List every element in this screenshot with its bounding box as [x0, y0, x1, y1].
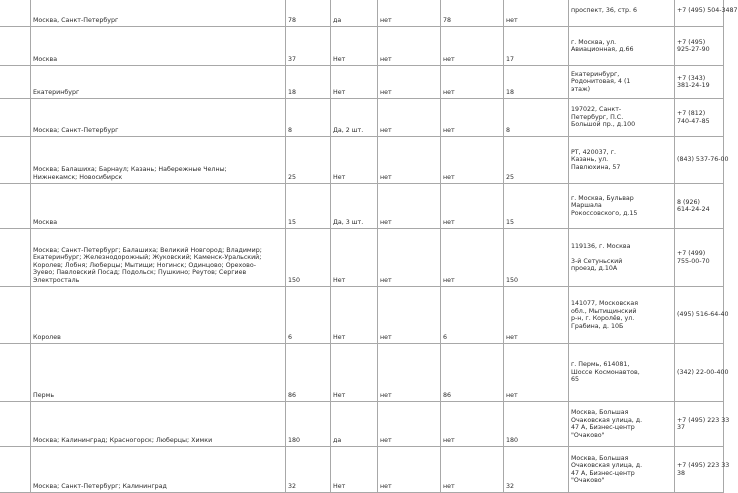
cell-count[interactable]: 32 [286, 447, 331, 493]
cell-phone[interactable] [675, 66, 724, 99]
table-row [0, 99, 724, 137]
cell-address[interactable] [569, 66, 675, 99]
cell-flag[interactable]: да [331, 0, 378, 27]
cell-phone[interactable] [675, 184, 724, 229]
cell-phone[interactable] [675, 27, 724, 66]
cell-phone[interactable] [675, 287, 729, 344]
cell-cities[interactable] [31, 447, 286, 493]
cell-address-line: этаж) [571, 85, 591, 93]
cell-cities-line: Пермь [33, 391, 55, 399]
cell-cities-line: Москва [33, 55, 58, 63]
cell-count[interactable]: 18 [286, 66, 331, 99]
cell-phone-line: +7 (495) 504-3487 [677, 6, 738, 14]
cell-phone-line: (342) 22-00-400 [677, 368, 729, 376]
cell-address-line: г. Москва, ул. [571, 38, 617, 46]
cell-cities-line: Екатеринбург [33, 88, 80, 96]
cell-phone-line: 614-24-24 [677, 206, 710, 213]
cell-cities[interactable] [31, 99, 286, 137]
cell-col-c[interactable]: 25 [504, 137, 569, 184]
cell-col-b[interactable]: нет [441, 402, 504, 447]
table-row [0, 137, 724, 184]
cell-phone-line: 381-24-19 [677, 82, 710, 89]
cell-region[interactable] [0, 137, 31, 184]
cell-phone-line: (843) 537-76-00 [677, 156, 729, 164]
cell-address-line: Авиационная, д.66 [571, 46, 634, 53]
cell-col-b[interactable]: 86 [441, 344, 504, 402]
cell-phone[interactable] [675, 229, 724, 287]
cell-address-line: г. Москва, Бульвар [571, 194, 634, 202]
cell-count[interactable]: 86 [286, 344, 331, 402]
cell-col-c[interactable]: 15 [504, 184, 569, 229]
table-row [0, 447, 724, 493]
cell-address-line: 3-й Сетуньский [571, 257, 623, 265]
cell-count[interactable]: 8 [286, 99, 331, 137]
cell-cities-line: Москва; Балашиха; Барнаул; Казань; Набережные Челны; [33, 166, 227, 173]
cell-col-a[interactable]: нет [378, 229, 441, 287]
cell-cities[interactable] [31, 402, 286, 447]
cell-phone-line: +7 (495) [677, 38, 706, 46]
cell-col-b[interactable]: нет [441, 27, 504, 66]
cell-col-a[interactable]: нет [378, 287, 441, 344]
cell-col-b[interactable]: нет [441, 447, 504, 493]
cell-count[interactable]: 15 [286, 184, 331, 229]
cell-count[interactable]: 6 [286, 287, 331, 344]
cell-count[interactable]: 37 [286, 27, 331, 66]
cell-col-a[interactable]: нет [378, 184, 441, 229]
cell-region[interactable] [0, 184, 31, 229]
table-row [0, 287, 724, 344]
cell-col-a[interactable]: нет [378, 402, 441, 447]
cell-address-line: Большой пр., д.100 [571, 121, 636, 129]
cell-address[interactable] [569, 287, 675, 344]
cell-col-c[interactable]: 32 [504, 447, 569, 493]
cell-phone-line: 925-27-90 [677, 46, 710, 53]
cell-address[interactable] [569, 99, 675, 137]
cell-flag[interactable]: Нет [331, 344, 378, 402]
cell-count[interactable]: 180 [286, 402, 331, 447]
cell-cities-line: Москва; Санкт-Петербург; Балашиха; Великий Новгород; Владимир; [33, 246, 262, 254]
cell-cities-line: Екатеринбург; Железнодорожный; Жуковский; Каменск-Уральский; [33, 254, 262, 261]
cell-address[interactable] [569, 447, 675, 493]
cell-region[interactable] [0, 447, 31, 493]
cell-address-line: РТ, 420037, г. [571, 148, 616, 156]
cell-address-line: Маршала [571, 202, 602, 210]
cell-address[interactable] [569, 402, 675, 447]
cell-address-line: Шоссе Космонавтов, [571, 368, 640, 376]
cell-col-c[interactable]: нет [504, 344, 569, 402]
cell-address[interactable] [569, 27, 675, 66]
cell-address-line: 119136, г. Москва [571, 242, 631, 250]
cell-phone-line: 740-47-85 [677, 117, 710, 125]
cell-region[interactable] [0, 66, 31, 99]
cell-col-c[interactable]: 17 [504, 27, 569, 66]
cell-region[interactable] [0, 402, 31, 447]
cell-address-line: 141077, Московская [571, 300, 639, 307]
table-row [0, 229, 724, 287]
cell-region[interactable] [0, 99, 31, 137]
cell-col-b[interactable]: нет [441, 184, 504, 229]
cell-col-a[interactable]: нет [378, 0, 441, 27]
table-row [0, 402, 724, 447]
cell-col-a[interactable]: нет [378, 137, 441, 184]
cell-col-a[interactable]: нет [378, 344, 441, 402]
cell-address-line: 197022, Санкт- [571, 106, 622, 114]
cell-region[interactable] [0, 229, 31, 287]
cell-flag[interactable]: Нет [331, 27, 378, 66]
cell-region[interactable] [0, 287, 31, 344]
cell-phone-line: +7 (343) [677, 74, 706, 82]
cell-address-line: "Очаково" [571, 431, 605, 439]
cell-address-line: Москва, Большая [571, 454, 629, 462]
cell-address-line: 65 [571, 376, 580, 384]
cell-cities[interactable] [31, 344, 286, 402]
cell-cities-line: Москва; Санкт-Петербург [33, 126, 119, 134]
cell-col-c[interactable]: 180 [504, 402, 569, 447]
cell-phone[interactable] [675, 402, 730, 447]
cell-phone[interactable] [675, 99, 724, 137]
cell-phone-line: +7 (812) [677, 110, 706, 117]
cell-address[interactable] [569, 184, 675, 229]
cell-col-b[interactable]: нет [441, 229, 504, 287]
cell-address-line: Очаковская улица, д. [571, 416, 643, 424]
cell-cities-line: Электросталь [33, 276, 80, 284]
cell-col-a[interactable]: нет [378, 66, 441, 99]
cell-region[interactable] [0, 0, 31, 27]
cell-col-b[interactable]: 6 [441, 287, 504, 344]
cell-col-b[interactable]: нет [441, 99, 504, 137]
cell-phone-line: +7 (499) [677, 250, 706, 257]
cell-phone-line: 37 [677, 424, 686, 431]
cell-region[interactable] [0, 27, 31, 66]
cell-col-a[interactable]: нет [378, 99, 441, 137]
cell-cities[interactable] [31, 27, 286, 66]
cell-cities[interactable] [31, 287, 286, 344]
cell-flag[interactable]: Нет [331, 287, 378, 344]
cell-address[interactable] [569, 0, 675, 27]
cell-col-b[interactable]: нет [441, 66, 504, 99]
cell-flag[interactable]: Да, 2 шт. [331, 99, 378, 137]
cell-address-line [571, 250, 672, 258]
table-row [0, 66, 724, 99]
cell-address-line: 47 А, Бизнес-центр [571, 424, 635, 431]
cell-cities-line: Москва [33, 218, 58, 226]
cell-col-c[interactable]: 18 [504, 66, 569, 99]
cell-cities[interactable] [31, 0, 286, 27]
cell-count[interactable]: 78 [286, 0, 331, 27]
cell-address-line: "Очаково" [571, 477, 605, 484]
cell-phone-line: 755-00-70 [677, 257, 710, 265]
cell-address-line: Родонитовая, 4 (1 [571, 78, 631, 86]
cell-phone-line: (495) 516-64-40 [677, 311, 729, 319]
cell-address-line: 47 А, Бизнес-центр [571, 469, 635, 477]
cell-region[interactable] [0, 344, 31, 402]
cell-col-b[interactable]: нет [441, 137, 504, 184]
cell-col-b[interactable]: 78 [441, 0, 504, 27]
cell-phone-line: +7 (495) 223 33 [677, 462, 730, 469]
cell-address[interactable] [569, 229, 675, 287]
cell-address-line: Петербург, П.С. [571, 113, 624, 121]
cell-address-line: Москва, Большая [571, 409, 629, 416]
cell-cities[interactable] [31, 137, 286, 184]
cell-cities-line: Королев [33, 333, 61, 341]
cell-address-line: проспект, 36, стр. 6 [571, 6, 638, 14]
cell-address-line: проезд, д.10А [571, 265, 618, 272]
cell-address[interactable] [569, 137, 675, 184]
cell-flag[interactable]: Нет [331, 447, 378, 493]
cell-cities-line: Зуево; Павловский Посад; Подольск; Пушкино; Реутов; Сергиев [33, 269, 247, 276]
cell-address-line: Грабина, д. 10Б [571, 322, 624, 330]
cell-col-a[interactable]: нет [378, 27, 441, 66]
cell-cities[interactable] [31, 184, 286, 229]
cell-cities-line: Королев; Лобня; Люберцы; Мытищи; Ногинск; Одинцово; Орехово- [33, 261, 256, 269]
cell-cities[interactable] [31, 229, 286, 287]
cell-address-line: Казань, ул. [571, 156, 609, 164]
table-row [0, 27, 724, 66]
cell-phone[interactable] [675, 0, 738, 27]
table-row [0, 184, 724, 229]
cell-address-line: г. Пермь, 614081, [571, 361, 630, 369]
cell-cities-line: Москва; Калининград; Красногорск; Люберцы; Химки [33, 436, 213, 444]
cell-flag[interactable]: Да, 3 шт. [331, 184, 378, 229]
cell-address-line: Рокоссовского, д.15 [571, 209, 638, 217]
cell-cities-line: Москва; Санкт-Петербург; Калининград [33, 482, 167, 490]
cell-address-line: Екатеринбург, [571, 70, 620, 78]
cell-col-c[interactable]: нет [504, 0, 569, 27]
cell-address-line: Очаковская улица, д. [571, 462, 643, 469]
cell-phone-line: 38 [677, 469, 686, 477]
cell-phone[interactable] [675, 447, 730, 493]
cell-address-line: Павлюхина, 57 [571, 163, 621, 171]
table-row [0, 344, 724, 402]
cell-count[interactable]: 25 [286, 137, 331, 184]
cell-address-line: р-н, г. Королёв, ул. [571, 315, 635, 322]
cell-address-line: обл., Мытищинский [571, 307, 637, 315]
cell-phone-line: +7 (495) 223 33 [677, 416, 730, 424]
cell-flag[interactable]: Нет [331, 229, 378, 287]
cell-count[interactable]: 150 [286, 229, 331, 287]
cell-col-c[interactable]: 8 [504, 99, 569, 137]
cell-cities-line: Нижнекамск; Новосибирск [33, 173, 123, 181]
table-row [0, 0, 724, 27]
cell-address[interactable] [569, 344, 675, 402]
cell-flag[interactable]: Нет [331, 66, 378, 99]
cell-col-a[interactable]: нет [378, 447, 441, 493]
cell-col-c[interactable]: 150 [504, 229, 569, 287]
cell-phone-line: 8 (926) [677, 198, 700, 206]
cell-flag[interactable]: да [331, 402, 378, 447]
cell-phone[interactable] [675, 344, 729, 402]
cell-phone[interactable] [675, 137, 729, 184]
cell-cities-line: Москва, Санкт-Петербург [33, 16, 119, 24]
cell-cities[interactable] [31, 66, 286, 99]
cell-col-c[interactable]: нет [504, 287, 569, 344]
cell-flag[interactable]: Нет [331, 137, 378, 184]
